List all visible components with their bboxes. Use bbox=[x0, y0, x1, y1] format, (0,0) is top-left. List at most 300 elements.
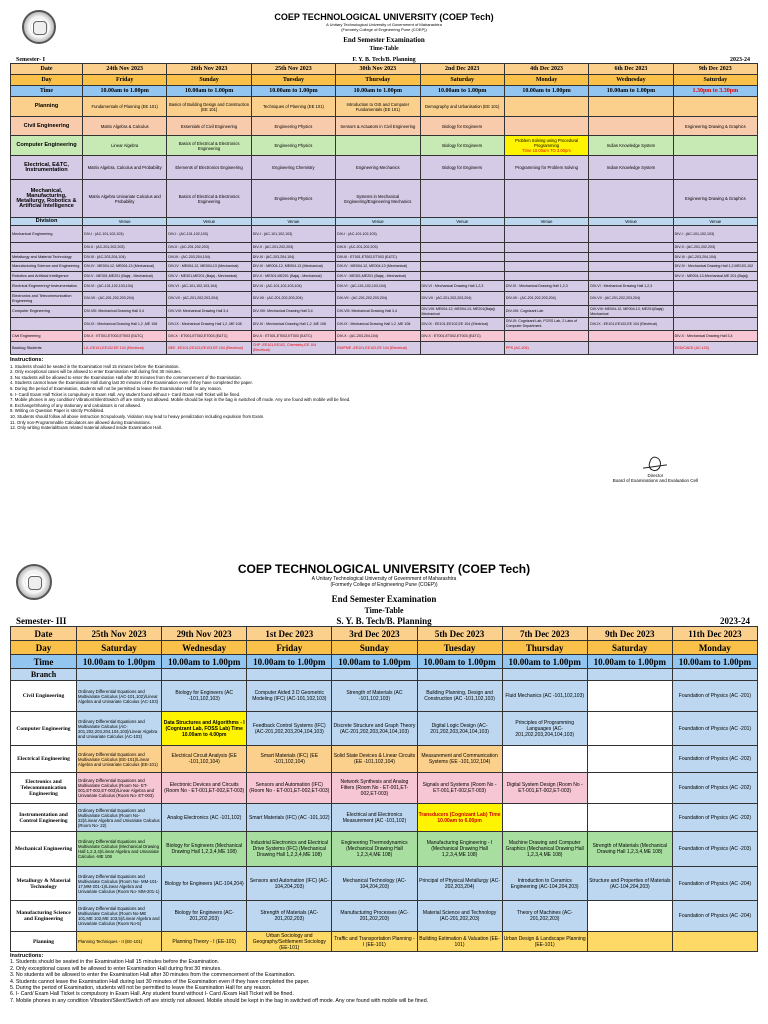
exam-subject-cell: Data Structures and Algorithms - I (Cognizant Lab, FOSS Lab) Time 10.00am to 4.00pm bbox=[162, 712, 247, 746]
venue-cell: EM/PME -EE101,EE102,EE 104 (Electrical) bbox=[336, 342, 420, 355]
instruction-item: 4. Students cannot leave the Examination Hall during last 30 minutes of the Examination even if they have completed the paper. bbox=[10, 978, 310, 985]
date-cell: 6th Dec 2023 bbox=[589, 64, 673, 75]
time-cell: 10.00am to 1.00pm bbox=[332, 655, 417, 669]
venue-cell: DIV-VIII: Mechanical Drawing Hall 3,4 bbox=[83, 306, 167, 318]
venue-label: Venue bbox=[589, 218, 673, 226]
exam-subject-cell: Electronic Devices and Circuits (Room No - ET-001,ET-002,ET-003) bbox=[162, 773, 247, 804]
division-branch-label: Metallurgy and Material Technology bbox=[11, 253, 83, 262]
instruction-item: 7. Mobile phones in any condition Vibration/Silent/Switch off are strictly not allowed. Mobile should be kept in the bag in switched off mode. Any one found with mobile will be fined. bbox=[10, 997, 429, 1004]
venue-cell bbox=[589, 272, 673, 281]
venue-cell: DIV-VI : Mechanical Drawing Hall 1,2,3 bbox=[504, 281, 588, 292]
exam-subject-cell bbox=[502, 746, 587, 773]
venue-cell: DIV-IV : ME004-12, ME004-13 (Mechanical) bbox=[251, 262, 335, 272]
day-cell: Monday bbox=[504, 75, 588, 86]
exam-subject-cell bbox=[502, 804, 587, 832]
exam-subject-cell: Digital System Design (Room No - ET-001,ET-002,ET-003) bbox=[502, 773, 587, 804]
table-row bbox=[11, 136, 758, 156]
date-cell: 24th Nov 2023 bbox=[83, 64, 167, 75]
branch-label: Manufacturing Science and Engineering bbox=[11, 901, 77, 932]
venue-cell: DIV-X : ET001,ET002,ET003 (E&TC) bbox=[167, 331, 251, 342]
instructions-title: Instructions: bbox=[10, 357, 44, 363]
exam-subject-cell: Analog Electronics (AC -101,102) bbox=[162, 804, 247, 832]
venue-cell bbox=[504, 253, 588, 262]
date-cell: 30th Nov 2023 bbox=[336, 64, 420, 75]
venue-cell bbox=[420, 342, 504, 355]
table-row bbox=[11, 867, 758, 901]
university-title: COEP TECHNOLOGICAL UNIVERSITY (COEP Tech) bbox=[274, 12, 494, 22]
exam-subject-cell: Linear Algebra bbox=[83, 136, 167, 156]
exam-subject-cell bbox=[672, 932, 757, 952]
time-cell: 10.00am to 1.00pm bbox=[162, 655, 247, 669]
table-row bbox=[11, 180, 758, 218]
exam-subject-cell: Building Planning, Design and Construction (AC -101,102,103) bbox=[417, 681, 502, 712]
subject-text: Problem Solving using Procedural Programming bbox=[515, 138, 579, 148]
exam-subject-cell bbox=[504, 97, 588, 117]
day-cell: Saturday bbox=[420, 75, 504, 86]
venue-cell bbox=[420, 243, 504, 253]
venue-cell bbox=[589, 331, 673, 342]
table-row bbox=[11, 804, 758, 832]
day-cell: Friday bbox=[247, 641, 332, 655]
branch-label: Civil Engineering bbox=[11, 117, 83, 136]
exam-subject-cell bbox=[420, 180, 504, 218]
venue-cell bbox=[589, 243, 673, 253]
instruction-item: 11. Only non-Programmable Calculators are allowed during Examinations. bbox=[10, 419, 151, 425]
exam-subject-cell: Sensors and Automation (IFC) (AC-104,204,203) bbox=[247, 867, 332, 901]
venue-cell: DIV-X : ET001,ET002,ET003 (E&TC) bbox=[83, 331, 167, 342]
exam-subject-cell bbox=[589, 117, 673, 136]
venue-cell: PPS (AC-204) bbox=[504, 342, 588, 355]
exam-subject-cell: Engineering Physics bbox=[251, 117, 335, 136]
time-cell: 10.00am to 1.00pm bbox=[504, 86, 588, 97]
exam-subject-cell: Engineering Mechanics bbox=[336, 156, 420, 180]
day-cell: Friday bbox=[83, 75, 167, 86]
exam-subject-cell bbox=[587, 901, 672, 932]
university-title: COEP TECHNOLOGICAL UNIVERSITY (COEP Tech) bbox=[237, 562, 531, 576]
venue-cell: DIV-VII : (AC-201,202,203,204) bbox=[167, 292, 251, 306]
exam-subject-cell: Urban Sociology and Geography/Settlement Sociology (EE-101) bbox=[247, 932, 332, 952]
exam-subject-cell bbox=[587, 932, 672, 952]
exam-subject-cell: Material Science and Technology (AC-201,202,203) bbox=[417, 901, 502, 932]
date-cell: 25th Nov 2023 bbox=[77, 627, 162, 641]
day-cell: Saturday bbox=[77, 641, 162, 655]
exam-subject-cell: Fundamentals of Planning (EE 101) bbox=[83, 97, 167, 117]
exam-subject-cell: Biology for Engineers bbox=[420, 136, 504, 156]
instruction-item: 5. During the period of Examination, students will not be permitted to leave the Examination Hall for any reason. bbox=[10, 385, 223, 391]
division-branch-label bbox=[11, 243, 83, 253]
branch-header-cell bbox=[162, 669, 247, 681]
table-row bbox=[11, 901, 758, 932]
exam-subject-cell: Solid State Devices & Linear Circuits (EE -101,102,104) bbox=[332, 746, 417, 773]
venue-cell: DIV-VI : (AC-101,102,103,104) bbox=[251, 281, 335, 292]
exam-subject-cell: Introduction to Ceramics Engineering (AC-104,204,203) bbox=[502, 867, 587, 901]
time-row-label: Time bbox=[11, 655, 77, 669]
division-header-row bbox=[11, 218, 758, 226]
exam-subject-cell: Techniques of Planning (EE 101) bbox=[251, 97, 335, 117]
venue-cell bbox=[504, 226, 588, 243]
day-cell: Sunday bbox=[167, 75, 251, 86]
venue-row bbox=[11, 306, 758, 318]
venue-cell: DIV-IX : EE101,EE102,EE 104 (Electrical) bbox=[589, 318, 673, 331]
exam-subject-cell: Ordinary Differential Equations and Multivariate Calculus (Room No- 22)/Linear Algebra and Univariate Calculus (Room No- 22) bbox=[77, 804, 162, 832]
venue-cell bbox=[420, 272, 504, 281]
venue-cell: DIV-VI : (AC-101,102,103,104) bbox=[167, 281, 251, 292]
time-cell: 10.00am to 1.00pm bbox=[420, 86, 504, 97]
venue-cell: DIV-II : (AC-201,202,203) bbox=[251, 243, 335, 253]
venue-cell: DIV-III : ET001,ET002,ET003 (E&TC) bbox=[336, 253, 420, 262]
time-cell: 10.00am to 1.00pm bbox=[417, 655, 502, 669]
venue-cell: DIV-X : ET001,ET002,ET003 (E&TC) bbox=[251, 331, 335, 342]
venue-row bbox=[11, 243, 758, 253]
venue-label: Venue bbox=[504, 218, 588, 226]
venue-row bbox=[11, 272, 758, 281]
venue-row bbox=[11, 318, 758, 331]
exam-subject-cell: Engineering Drawing & Graphics bbox=[673, 180, 757, 218]
venue-label: Venue bbox=[336, 218, 420, 226]
branch-header-row bbox=[11, 669, 758, 681]
venue-cell: DIV-V : ME004-13-Mechanical,ME 201 (Bajaj) bbox=[673, 272, 757, 281]
instruction-item: 3. No students will be allowed to enter the Examination Hall after 30 minutes from the commencement of the Examination. bbox=[10, 972, 296, 979]
branch-label: Electrical Engineering bbox=[11, 746, 77, 773]
university-subline: A Unitary Technological University of Government of Maharashtra bbox=[326, 22, 442, 27]
venue-row bbox=[11, 331, 758, 342]
exam-subject-cell: Biology for Engineers bbox=[420, 156, 504, 180]
venue-row bbox=[11, 253, 758, 262]
venue-cell: DIV-I : (AC-101,102,103) bbox=[167, 226, 251, 243]
exam-subject-cell: Essentials of Civil Engineering bbox=[167, 117, 251, 136]
venue-cell: DIV-I : (AC-101,102,103) bbox=[336, 226, 420, 243]
exam-subject-cell bbox=[504, 117, 588, 136]
date-cell: 5th Dec 2023 bbox=[417, 627, 502, 641]
exam-subject-cell: Ordinary Differential Equations and Multivariate Calculus (Mechanical Drawing Hall 1,2,3,4)/Linear Algebra and Univariate Calculus -ME 108 bbox=[77, 832, 162, 867]
venue-cell: DIV-VIII: ME004-12, ME004-13, ME201(Bajaj) Mechanical bbox=[420, 306, 504, 318]
exam-subject-cell: Measurement and Communication Systems (EE -101,102,104) bbox=[417, 746, 502, 773]
branch-label: Mechanical, Manufacturing, Metallurgy, Robotics & Artificial Intelligence bbox=[11, 180, 83, 218]
date-cell: 25th Nov 2023 bbox=[251, 64, 335, 75]
exam-subject-cell: Ordinary Differential Equations and Multivariate Calculus (EE-101)/Linear Algebra and Univariate Calculus (EE-101) bbox=[77, 746, 162, 773]
instructions-title: Instructions: bbox=[10, 953, 44, 959]
branch-label: Computer Engineering bbox=[11, 712, 77, 746]
exam-subject-cell bbox=[673, 136, 757, 156]
venue-cell: BEE -EE101,EE102,EE103,EE 104 (Electrical) bbox=[167, 342, 251, 355]
venue-row bbox=[11, 342, 758, 355]
venue-row bbox=[11, 281, 758, 292]
branch-header-cell bbox=[77, 669, 162, 681]
exam-subject-cell: Basics of Building Design and Construction (EE 101) bbox=[167, 97, 251, 117]
day-cell: Thursday bbox=[336, 75, 420, 86]
table-row bbox=[11, 712, 758, 746]
table-row bbox=[11, 832, 758, 867]
exam-subject-cell: Foundation of Physics (AC -202) bbox=[672, 804, 757, 832]
branch-label: Civil Engineering bbox=[11, 681, 77, 712]
instruction-item: 5. During the period of Examination, students will not be permitted to leave the Examination Hall for any reason. bbox=[10, 985, 272, 992]
exam-subject-cell: Biology for Engineers (AC-104,204) bbox=[162, 867, 247, 901]
time-cell: 10.00am to 1.00pm bbox=[77, 655, 162, 669]
venue-cell: DIV-VIII: Cognizant Lab bbox=[504, 306, 588, 318]
exam-subject-cell: Systems in Mechanical Engineering/Engineering Mechanics bbox=[336, 180, 420, 218]
venue-cell: DIV-IX : EE101,EE102,EE 104 (Electrical) bbox=[420, 318, 504, 331]
venue-cell: DIV-II : (AC-201,202,203) bbox=[673, 243, 757, 253]
exam-subject-cell: Indian Knowledge System bbox=[589, 156, 673, 180]
signature-image bbox=[641, 455, 669, 473]
venue-cell: DIV-III : (AC-203,204,104) bbox=[167, 253, 251, 262]
venue-label: Venue bbox=[420, 218, 504, 226]
branch-header-cell bbox=[417, 669, 502, 681]
exam-subject-cell: Planning Theory - I (EE-101) bbox=[162, 932, 247, 952]
exam-subject-cell bbox=[336, 136, 420, 156]
exam-subject-cell bbox=[673, 97, 757, 117]
venue-cell: DIV-V : ME301,ME201 (Bajaj - Mechanical) bbox=[251, 272, 335, 281]
timetable-sem1 bbox=[10, 63, 758, 355]
exam-subject-cell bbox=[589, 180, 673, 218]
exam-subject-cell: Engineering Thermodynamics (Mechanical Drawing Hall 1,2,3,4,ME 108) bbox=[332, 832, 417, 867]
exam-subject-cell bbox=[504, 136, 588, 156]
venue-row bbox=[11, 292, 758, 306]
instruction-item: 6. I- Card/ Exam Hall Ticket is compulsory in Exam Hall. Any student found without I- Card /Exam Hall Ticket will be fined. bbox=[10, 391, 241, 397]
exam-subject-cell: Matrix Algebra, Calculus and Probability bbox=[83, 156, 167, 180]
exam-subject-cell: Matrix Algebra & Calculus bbox=[83, 117, 167, 136]
exam-subject-cell: Network Synthesis and Analog Filters (Room No - ET-001,ET-002,ET-003) bbox=[332, 773, 417, 804]
venue-cell: DIV-III : (AC-203,204,104) bbox=[83, 253, 167, 262]
exam-subject-cell: Biology for Engineers (AC -101,102,103) bbox=[162, 681, 247, 712]
exam-subject-cell: Smart Materials (IFC) (AC -101,102) bbox=[247, 804, 332, 832]
date-cell: 9th Dec 2023 bbox=[587, 627, 672, 641]
venue-cell: DIV-III : (AC-203,204,104) bbox=[251, 253, 335, 262]
exam-subject-cell bbox=[589, 97, 673, 117]
day-cell: Wednesday bbox=[162, 641, 247, 655]
director-signature-block bbox=[613, 455, 698, 483]
exam-subject-cell: Digital Logic Design (AC-201,202,203,204,104,103) bbox=[417, 712, 502, 746]
venue-cell: DIV-VIII: Mechanical Drawing Hall 3,4 bbox=[336, 306, 420, 318]
university-seal-logo bbox=[16, 564, 52, 600]
exam-subject-cell: Ordinary Differential Equations and Multivariate Calculus (Room No- MM-101-17,MM-201-1)/Linear Algebra and Univariate Calculus (Room No- MM-201-1) bbox=[77, 867, 162, 901]
branch-label: Computer Engineering bbox=[11, 136, 83, 156]
venue-cell: DIV-I : (AC-101,102,103) bbox=[673, 226, 757, 243]
venue-row bbox=[11, 262, 758, 272]
exam-subject-cell: Basics of Electrical & Electronics Engineering bbox=[167, 180, 251, 218]
branch-header-cell bbox=[672, 669, 757, 681]
timetable-sem3 bbox=[10, 626, 758, 952]
exam-subject-cell: Principal of Physical Metallurgy (AC-202,203,204) bbox=[417, 867, 502, 901]
timetable-title: Time-Table bbox=[364, 606, 404, 615]
time-cell: 10.00am to 1.00pm bbox=[247, 655, 332, 669]
division-branch-label: Civil Engineering bbox=[11, 331, 83, 342]
instruction-item: 4. Students cannot leave the Examination Hall during last 30 minutes of the Examination even if they have completed the paper. bbox=[10, 380, 253, 386]
venue-cell: DIV-VIII: Mechanical Drawing Hall 3,4 bbox=[251, 306, 335, 318]
branch-label: Instrumentation and Control Engineering bbox=[11, 804, 77, 832]
branch-label: Planning bbox=[11, 97, 83, 117]
instruction-item: 12. Only writing material/Exam related material allowed inside Examination Hall. bbox=[10, 425, 162, 431]
exam-subject-cell: Foundation of Physics (AC -202) bbox=[672, 773, 757, 804]
venue-cell: DIV-VIII: Mechanical Drawing Hall 3,4 bbox=[167, 306, 251, 318]
exam-subject-cell: Strength of Materials (AC -101,102,103) bbox=[332, 681, 417, 712]
exam-subject-cell: Sensors and Automation (IFC) (Room No - ET-001,ET-002,ET-003) bbox=[247, 773, 332, 804]
exam-subject-cell: Fluid Mechanics (AC -101,102,103) bbox=[502, 681, 587, 712]
exam-subject-cell: Ordinary Differential Equations and Multivariate Calculus (Room No- ET-001,ET-002,ET-003)/Linear Algebra and Univariate Calculus (Room No- ET-003) bbox=[77, 773, 162, 804]
venue-cell: DIV-I : (AC-101,102,103) bbox=[83, 226, 167, 243]
venue-cell: CHP -EE101,EE102, Chemistry-EE 104 (Electrical) bbox=[251, 342, 335, 355]
venue-cell: DIV-V : ME301,ME201 (Bajaj - Mechanical) bbox=[83, 272, 167, 281]
venue-cell bbox=[504, 262, 588, 272]
exam-subject-cell bbox=[587, 773, 672, 804]
exam-subject-cell: Traffic and Transportation Planning - I (EE-101) bbox=[332, 932, 417, 952]
page-header bbox=[10, 12, 758, 52]
branch-label: Mechanical Engineering bbox=[11, 832, 77, 867]
branch-header-cell bbox=[332, 669, 417, 681]
program-label: F. Y. B. Tech/B. Planning bbox=[352, 57, 416, 63]
venue-cell bbox=[589, 253, 673, 262]
table-row bbox=[11, 681, 758, 712]
exam-subject-cell: Signals and Systems (Room No - ET-001,ET-002,ET-003) bbox=[417, 773, 502, 804]
day-row bbox=[11, 641, 758, 655]
date-row-label: Date bbox=[11, 627, 77, 641]
division-branch-label: Electrical Engineering+Instrumentation bbox=[11, 281, 83, 292]
time-cell: 10.00am to 1.00pm bbox=[587, 655, 672, 669]
venue-cell: DIV-IV : ME004-12, ME004-13 (Mechanical) bbox=[336, 262, 420, 272]
venue-cell: DIV-IX: Cognizant Lab, FOSS Lab, 2 Labs of Computer Department. bbox=[504, 318, 588, 331]
venue-cell: DIV-VII : (AC-201,202,203,204) bbox=[251, 292, 335, 306]
exam-subject-cell: Foundation of Physics (AC -201) bbox=[672, 712, 757, 746]
table-row bbox=[11, 932, 758, 952]
day-cell: Saturday bbox=[587, 641, 672, 655]
division-branch-label: Manufacturing Science and Engineering bbox=[11, 262, 83, 272]
date-row-label: Date bbox=[11, 64, 83, 75]
exam-subject-cell bbox=[587, 746, 672, 773]
exam-subject-cell: Engineering Physics bbox=[251, 180, 335, 218]
time-cell: 10.00am to 1.00pm bbox=[336, 86, 420, 97]
venue-cell: DIV-VII : (AC-201,202,203,204) bbox=[504, 292, 588, 306]
venue-cell: DIV-VII : (AC-201,202,203,204) bbox=[83, 292, 167, 306]
venue-cell bbox=[673, 281, 757, 292]
semester-row bbox=[10, 52, 758, 63]
exam-subject-cell: Basics of Electrical & Electronics Engineering bbox=[167, 136, 251, 156]
venue-cell: DIV-VI : (AC-101,102,103,104) bbox=[336, 281, 420, 292]
exam-subject-cell: Engineering Chemistry bbox=[251, 156, 335, 180]
date-cell: 4th Dec 2023 bbox=[504, 64, 588, 75]
venue-cell bbox=[420, 253, 504, 262]
academic-year: 2023-24 bbox=[730, 57, 750, 63]
exam-subject-cell: Introduction to GIS and Computer Fundamentals (EE 101) bbox=[336, 97, 420, 117]
division-branch-label: Backlog Students bbox=[11, 342, 83, 355]
exam-subject-cell: Foundation of Physics (AC -201) bbox=[672, 681, 757, 712]
venue-cell bbox=[420, 262, 504, 272]
venue-cell bbox=[589, 262, 673, 272]
instruction-item: 1. Students should be seated in the Examination Hall 15 minutes before the Examination. bbox=[10, 959, 220, 966]
exam-subject-cell: Elements of Electronics Engineering bbox=[167, 156, 251, 180]
day-cell: Sunday bbox=[332, 641, 417, 655]
instruction-item: 1. Students should be seated in the Examination Hall 15 minutes before the Examination. bbox=[10, 363, 180, 369]
division-branch-label: Robotics and Artificial Intelligence bbox=[11, 272, 83, 281]
venue-label: Venue bbox=[673, 218, 757, 226]
timetable-page-sem3 bbox=[10, 562, 758, 1024]
exam-subject-cell: Matrix Algebra Univariate Calculus and Probability bbox=[83, 180, 167, 218]
instruction-item: 8. Exchange/Sharing of any stationary and calculators is not allowed. bbox=[10, 402, 142, 408]
venue-cell: DIV-IV : ME004-12, ME004-13 (Mechanical) bbox=[167, 262, 251, 272]
exam-subject-cell: Planning Techniques - II (EE-101) bbox=[77, 932, 162, 952]
instruction-item: 3. No students will be allowed to enter the Examination Hall after 30 minutes from the commencement of the Examination. bbox=[10, 374, 242, 380]
venue-cell: DIV-IX : Mechanical Drawing Hall 1,2 ,ME 108 bbox=[336, 318, 420, 331]
table-row bbox=[11, 746, 758, 773]
exam-subject-cell: Ordinary Differential Equations and Multivariate Calculus (Room No-ME 101,ME 102,ME 103,5)/Linear Algebra and Univariate Calculus (Room No-5) bbox=[77, 901, 162, 932]
division-branch-label bbox=[11, 318, 83, 331]
semester-row bbox=[10, 615, 758, 626]
date-row bbox=[11, 627, 758, 641]
day-cell: Monday bbox=[672, 641, 757, 655]
timetable-title: Time-Table bbox=[369, 46, 399, 52]
branch-header-cell bbox=[247, 669, 332, 681]
venue-cell: DIV-IX : Mechanical Drawing Hall 1,2 ,ME 108 bbox=[167, 318, 251, 331]
day-row-label: Day bbox=[11, 75, 83, 86]
branch-header-cell bbox=[502, 669, 587, 681]
day-row-label: Day bbox=[11, 641, 77, 655]
venue-label: Venue bbox=[251, 218, 335, 226]
day-row bbox=[11, 75, 758, 86]
venue-cell bbox=[504, 272, 588, 281]
instructions-block bbox=[10, 953, 540, 1004]
venue-cell bbox=[589, 342, 673, 355]
exam-subject-cell: Feedback Control Systems (IFC) (AC-201,202,203,204,104,103) bbox=[247, 712, 332, 746]
time-cell: 10.00am to 1.00pm bbox=[83, 86, 167, 97]
exam-subject-cell: Smart Materials (IFC) (EE -101,102,104) bbox=[247, 746, 332, 773]
time-cell: 10.00am to 1.00pm bbox=[672, 655, 757, 669]
exam-subject-cell: Foundation of Physics (AC -203) bbox=[672, 832, 757, 867]
date-cell: 9th Dec 2023 bbox=[673, 64, 757, 75]
table-row bbox=[11, 156, 758, 180]
instructions-block bbox=[10, 357, 540, 431]
exam-subject-cell: Engineering Drawing & Graphics bbox=[673, 117, 757, 136]
day-cell: Saturday bbox=[673, 75, 757, 86]
exam-subject-cell bbox=[504, 180, 588, 218]
time-cell: 10.00am to 1.00pm bbox=[167, 86, 251, 97]
exam-subject-cell bbox=[673, 156, 757, 180]
instruction-item: 9. Writing on Question Paper is strictly Prohibited. bbox=[10, 408, 105, 414]
semester-label: Semester- III bbox=[16, 616, 67, 626]
date-cell: 26th Nov 2023 bbox=[167, 64, 251, 75]
exam-subject-cell: Manufacturing Engineering - I (Mechanical Drawing Hall 1,2,3,4,ME 108) bbox=[417, 832, 502, 867]
venue-cell: DIV-IV : ME004-12, ME004-13 (Mechanical) bbox=[83, 262, 167, 272]
date-cell: 7th Dec 2023 bbox=[502, 627, 587, 641]
venue-cell bbox=[504, 243, 588, 253]
exam-subject-cell: Biology for Engineers (AC-201,202,203) bbox=[162, 901, 247, 932]
venue-cell bbox=[673, 306, 757, 318]
division-branch-label: Mechanical Engineering bbox=[11, 226, 83, 243]
exam-subject-cell: Electrical Circuit Analysis (EE -101,102,104) bbox=[162, 746, 247, 773]
venue-cell: DIV-X : ET001,ET002,ET003 (E&TC) bbox=[420, 331, 504, 342]
division-label: Division bbox=[11, 218, 83, 226]
exam-subject-cell: Discrete Structure and Graph Theory (AC-201,202,203,204,104,103) bbox=[332, 712, 417, 746]
exam-subject-cell: Machine Drawing and Computer Graphics (Mechanical Drawing Hall 1,2,3,4,ME 108) bbox=[502, 832, 587, 867]
exam-subject-cell: Foundation of Physics (AC -204) bbox=[672, 867, 757, 901]
venue-row bbox=[11, 226, 758, 243]
university-subline: A Unitary Technological University of Government of Maharashtra bbox=[311, 576, 457, 582]
time-row bbox=[11, 655, 758, 669]
exam-subject-cell: Indian Knowledge System bbox=[589, 136, 673, 156]
venue-cell: DIV-VII : (AC-201,202,203,204) bbox=[420, 292, 504, 306]
date-cell: 3rd Dec 2023 bbox=[332, 627, 417, 641]
day-cell: Thursday bbox=[502, 641, 587, 655]
venue-cell bbox=[673, 292, 757, 306]
exam-subject-cell: Strength of Materials (AC-201,202,203) bbox=[247, 901, 332, 932]
date-cell: 2nd Dec 2023 bbox=[420, 64, 504, 75]
date-row bbox=[11, 64, 758, 75]
venue-cell: DIV-VI : (AC-101,102,103,104) bbox=[83, 281, 167, 292]
date-cell: 1st Dec 2023 bbox=[247, 627, 332, 641]
venue-cell: DIV-II : (AC-201,202,203) bbox=[83, 243, 167, 253]
branch-label: Metallurgy & Material Technology bbox=[11, 867, 77, 901]
branch-label: Electronics and Telecommunication Engineering bbox=[11, 773, 77, 804]
time-cell: 10.00am to 1.00pm bbox=[502, 655, 587, 669]
director-title: Director bbox=[647, 473, 664, 478]
